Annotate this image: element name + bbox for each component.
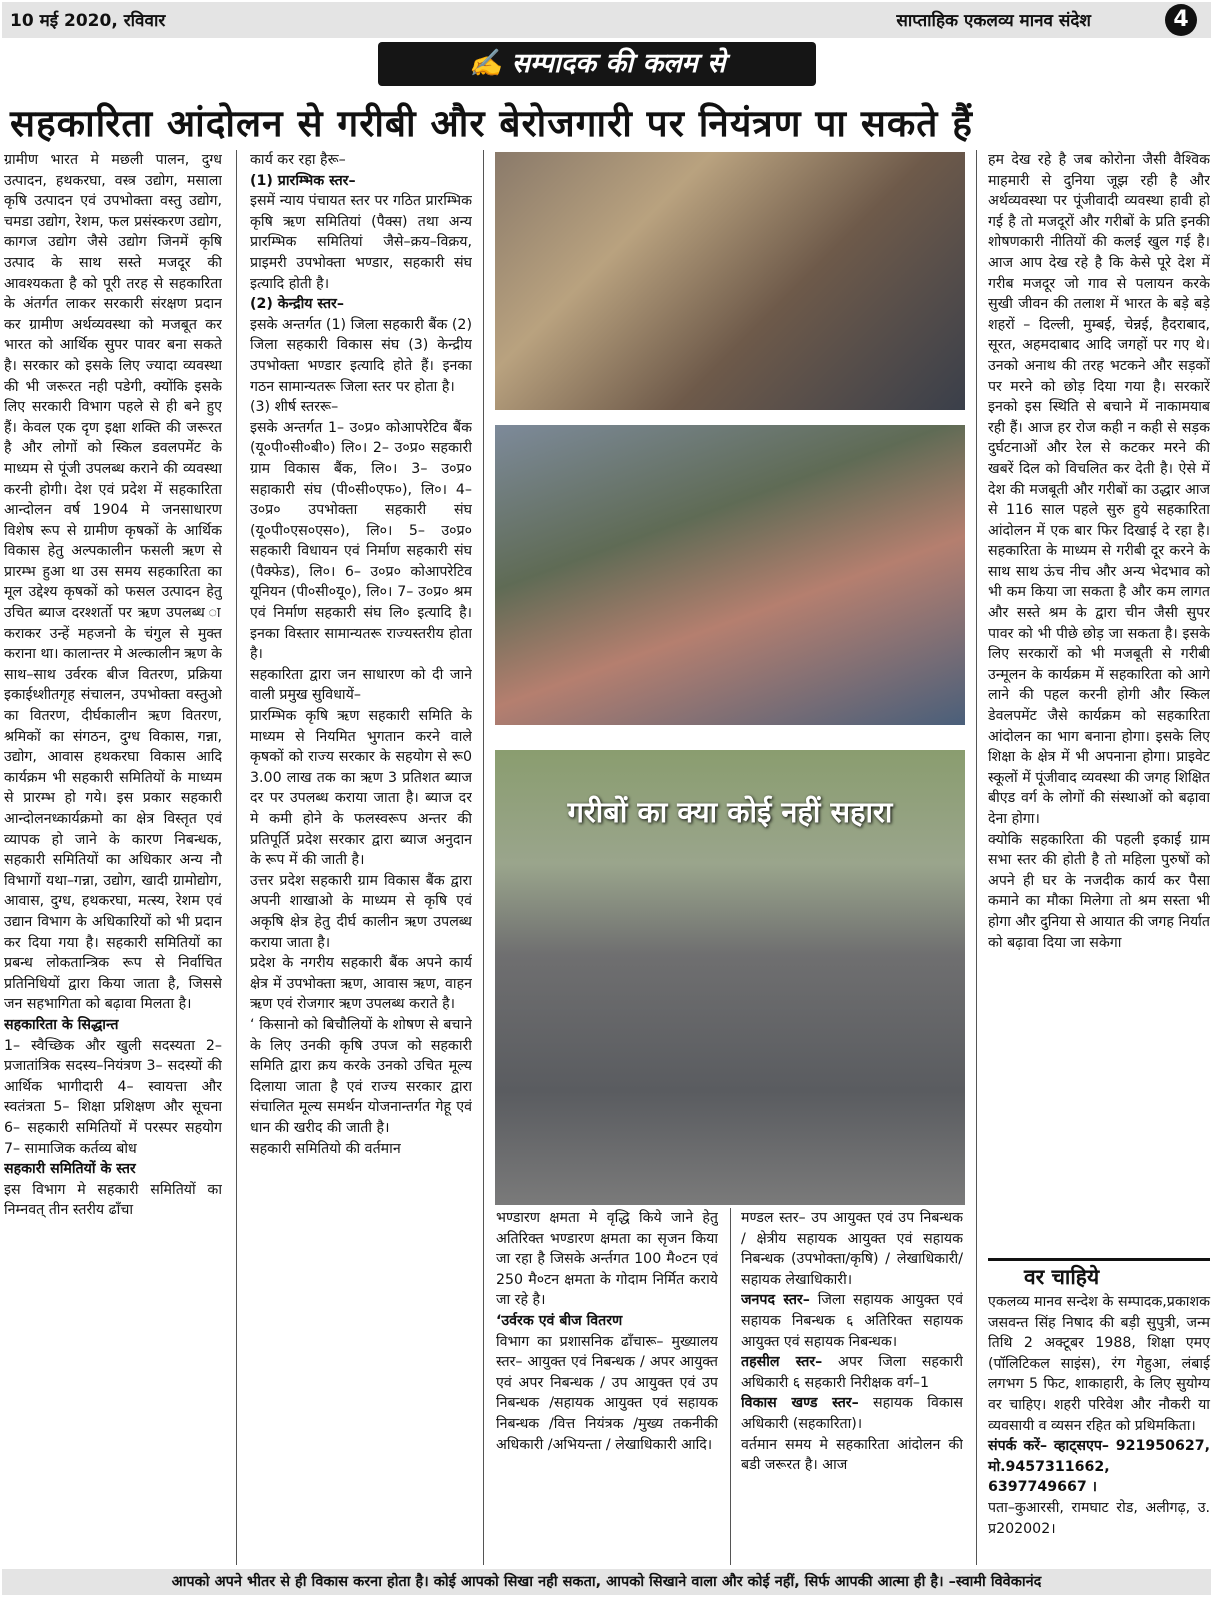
paragraph: इसके अन्तर्गत 1– उ०प्र० कोआपरेटिव बैंक (यू०पी०सी०बी०) लि०। 2– उ०प्र० सहकारी ग्राम विकास बैंक, लि०। 3– उ०प्र० सहाकारी संघ (पी०सी०एफ०), लि०। 4– उ०प्र० उपभोक्ता सहकारी संघ (यू०पी०एस०एस०), लि०। 5– उ०प्र० सहकारी विधायन एवं निर्माण सहकारी संघ (पैक्फेड), लि०। 6– उ०प्र० कोआपरेटिव यूनियन (पी०सी०यू०), लि०। 7– उ०प्र० श्रम एवं निर्माण सहकारी संघ लि० इत्यादि है। इनका विस्तार सामान्यतरू राज्यस्तरीय होता है। (250, 419, 472, 663)
classified-body: एकलव्य मानव सन्देश के सम्पादक,प्रकाशक जसवन्त सिंह निषाद की बड़ी सुपुत्री, जन्म तिथि 2 अक्टूबर 1988, शिक्षा एमए (पॉलिटिकल साइंस), रंग गेहुआ, लंबाई लगभग 5 फिट, शाकाहारी, के लिए सुयोग्य वर चाहिए। शहरी परिवेश और नौकरी या व्यवसायी व व्यसन रहित को प्रथिमकिता। (988, 1294, 1210, 1434)
paragraph: ‘ किसानो को बिचौलियों के शोषण से बचाने के लिए उनकी कृषि उपज को सहकारी समिति द्वारा क्रय करके उनको उचित मूल्य दिलाया जाता है एवं राज्य सरकार द्वारा संचालित मूल्य समर्थन योजनान्तर्गत गेहू एवं धान की खरीद की जाती है। (250, 1016, 472, 1136)
column-divider (483, 150, 484, 1565)
subheading-block-level: विकास खण्ड स्तर– (741, 1395, 859, 1412)
column-divider (730, 1208, 731, 1565)
paragraph: ग्रामीण भारत मे मछली पालन, दुग्ध उत्पादन, हथकरघा, वस्त्र उद्योग, मसाला कृषि उत्पादन एवं उपभोक्ता वस्तु उद्योग, चमडा उद्योग, रेशम, फल प्रसंस्करण उद्योग, कागज उद्योग जैसे उद्योग जिनमें कृषि उत्पाद के साथ सस्ते मजदूर की आवश्यकता है को पूरी तरह से सहकारिता के अंतर्गत लाकर सरकारी संरक्षण प्रदान कर ग्रामीण अर्थव्यवस्था को मजबूत कर भारत को आर्थिक सुपर पावर बना सकते है। सरकार को इसके लिए ज्यादा व्यवस्था की भी जरूरत नही पडेगी, क्योंकि इसके लिए सरकारी विभाग पहले से ही बने हुए हैं। केवल एक दृण इक्षा शक्ति की जरूरत है और लोगों को स्किल डवलपमेंट के माध्यम से पूंजी उपलब्ध कराने की व्यवस्था करनी होगी। देश एवं प्रदेश में सहकारिता आन्दोलन वर्ष 1904 मे जनसाधारण विशेष रूप से ग्रामीण कृषकों के आर्थिक विकास हेतु अल्पकालीन फसली ऋण से प्रारम्भ हुआ था उस समय सहकारिता का मूल उद्देश्य कृषकों को फसल उत्पादन हेतु उचित ब्याज दरश्शर्तो पर ऋण उपलब्ध ा कराकर उन्हें महजनो के चंगुल से मुक्त कराना था। कालान्तर मे अल्कालीन ऋण के साथ–साथ उर्वरक बीज वितरण, प्रक्रिया इकाईध्शीतगृह संचालन, उपभोक्ता वस्तुओ का वितरण, दीर्घकालीन ऋण वितरण, श्रमिकों का संगठन, दुग्ध विकास, गन्ना, उद्योग, आवास हथकरघा विकास आदि कार्यक्रम भी सहकारी समितियों के माध्यम से प्रारम्भ हो गये। इस प्रकार सहकारी आन्दोलनध्कार्यक्रमो का क्षेत्र विस्तृत एवं व्यापक हो जाने के कारण निबन्धक, सहकारी समितियों का अधिकार अन्य नौ विभागों यथा–गन्ना, उद्योग, खादी ग्रामोद्योग, आवास, दुग्ध, हथकरघा, मत्स्य, रेशम एवं उद्यान विभाग के अधिकारियों को भी प्रदान कर दिया गया है। सहकारी समितियों का प्रबन्ध लोकतान्त्रिक रूप से निर्वाचित प्रतिनिधियों द्वारा किया जाता है, जिससे जन सहभागिता को बढ़ावा मिलता है। (4, 152, 222, 1013)
paragraph: वर्तमान समय मे सहकारिता आंदोलन की बडी जरूरत है। आज (741, 1436, 963, 1474)
page-header (2, 2, 1211, 38)
issue-date: 10 मई 2020, रविवार (10, 11, 166, 31)
paragraph: प्रदेश के नगरीय सहकारी बैंक अपने कार्य क्षेत्र में उपभोक्ता ऋण, आवास ऋण, वाहन ऋण एवं रोजगार ऋण उपलब्ध कराते है। (250, 955, 472, 1013)
classified-address: पता–कुआरसी, रामघाट रोड, अलीगढ़, उ. प्र202002। (988, 1499, 1210, 1537)
subheading-district-level: जनपद स्तर– (741, 1292, 810, 1309)
photo-cart-on-road (495, 750, 965, 1205)
paragraph: विभाग का प्रशासनिक ढाँचारू– मुख्यालय स्तर– आयुक्त एवं निबन्धक / अपर आयुक्त एवं अपर निबन्धक / उप आयुक्त एवं उप निबन्धक /सहायक आयुक्त एवं सहायक निबन्धक /वित्त नियंत्रक /मुख्य तकनीकी अधिकारी /अभियन्ता / लेखाधिकारी आदि। (496, 1333, 718, 1453)
paragraph: इसमें न्याय पंचायत स्तर पर गठित प्रारम्भिक कृषि ऋण समितियां (पैक्स) तथा अन्य प्रारम्भिक समितियां जैसे–क्रय–विक्रय, प्राइमरी उपभोक्ता भण्डार, सहकारी संघ इत्यादि होती है। (250, 193, 472, 292)
footer-quote: आपको अपने भीतर से ही विकास करना होता है। कोई आपको सिखा नही सकता, आपको सिखाने वाला और कोई नहीं, सिर्फ आपकी आत्मा ही है। –स्वामी विवेकानंद (2, 1569, 1211, 1595)
article-column-5 (988, 150, 1210, 1245)
classified-contact: संपर्क करें– व्हाट्सएप– 921950627, मो.9457311662, 6397749667 । (988, 1438, 1210, 1496)
subheading-principles: सहकारिता के सिद्धान्त (4, 1016, 119, 1033)
article-column-3 (496, 1208, 718, 1565)
article-column-4 (741, 1208, 963, 1565)
principles-list: 1– स्वैच्छिक और खुली सदस्यता 2– प्रजातांत्रिक सदस्य–नियंत्रण 3– सदस्यों की आर्थिक भागीदारी 4– स्वायत्ता और स्वतंत्रता 5– शिक्षा प्रशिक्षण और सूचना 6– सहकारी समितियों में परस्पर सहयोग 7– सामाजिक कर्तव्य बोध (4, 1037, 222, 1157)
paragraph: हम देख रहे है जब कोरोना जैसी वैश्विक माहमारी से दुनिया जूझ रही है और अर्थव्यवस्था पर पूंजीवादी व्यवस्था हावी हो गई है तो मजदूरों और गरीबों के प्रति इनकी शोषणकारी नीतियों की कलई खुल गई है। आज आप देख रहे है कि केसे पूरे देश में गरीब मजदूर जो गाव से पलायन करके सुखी जीवन की तलाश में भारत के बड़े बड़े शहरों – दिल्ली, मुम्बई, चेन्नई, हैदराबाद, सूरत, अहमदाबाद आदि जगहों पर गए थे। उनको अनाथ की तरह भटकने और सड़कों पर मरने को छोड़ दिया गया है। सरकारें इनको इस स्थिति से बचाने में नाकामयाब रही हैं। आज हर रोज कही न कही से सड़क दुर्घटनाओं और रेल से कटकर मरने की खबरें दिल को विचलित कर देती है। ऐसे में देश की मजबूती और गरीबों का उद्धार आज से 116 साल पहले सुरु हुये सहकारिता आंदोलन में एक बार फिर दिखाई दे रहा है। सहकारिता के माध्यम से गरीबी दूर करने के साथ साथ ऊंच नीच और अन्य भेदभाव को भी कम किया जा सकता है और कम लागत और सस्ते श्रम के द्वारा चीन जैसी सुपर पावर को भी पीछे छोड़ जा सकता है। इसके लिए सरकारों को भी मजबूती से गरीबी उन्मूलन के कार्यक्रम में सहकारिता को आगे लाने की पहल करनी होगी और स्किल डेवलपमेंट जैसे कार्यक्रम को सहकारिता आंदोलन का भाग बनाना होगा। इसके लिए शिक्षा के क्षेत्र में भी अपनाना होगा। प्राइवेट स्कूलों में पूंजीवाद व्यवस्था की जगह शिक्षित बीएड वर्ग के लोगों की संस्थाओं को बढ़ावा देना होगा। (988, 152, 1210, 827)
paragraph: कार्य कर रहा हैरू– (250, 152, 346, 168)
paragraph: सहायक विकास अधिकारी (सहकारिता)। (741, 1395, 963, 1432)
photo-migrant-workers (495, 152, 965, 410)
subheading-tehsil-level: तहसील स्तर– (741, 1354, 823, 1371)
paragraph: उत्तर प्रदेश सहकारी ग्राम विकास बैंक द्वारा अपनी शाखाओ के माध्यम से कृषि एवं अकृषि क्षेत्र हेतु दीर्घ कालीन ऋण उपलब्ध कराया जाता है। (250, 872, 472, 951)
paragraph: मण्डल स्तर– उप आयुक्त एवं उप निबन्धक / क्षेत्रीय सहायक आयुक्त एवं सहायक निबन्धक (उपभोक्ता/कृषि) / लेखाधिकारी/ सहायक लेखाधिकारी। (741, 1210, 963, 1288)
article-column-1 (4, 150, 222, 1565)
paragraph: सहकारिता द्वारा जन साधारण को दी जाने वाली प्रमुख सुविधायें– (250, 666, 472, 704)
paragraph: सहकारी समितियो की वर्तमान (250, 1140, 401, 1157)
paragraph: प्रारम्भिक कृषि ऋण सहकारी समिति के माध्यम से नियमित भुगतान करने वाले कृषकों को राज्य सरकार के सहयोग से रू0 3.00 लाख तक का ऋण 3 प्रतिशत ब्याज दर पर उपलब्ध कराया जाता है। ब्याज दर मे कमी होने के फलस्वरूप अन्तर की प्रतिपूर्ति प्रदेश सरकार द्वारा ब्याज अनुदान के रूप में की जाती है। (250, 708, 472, 869)
paragraph: जिला सहायक आयुक्त एवं सहायक निबन्धक ६ अतिरिक्त सहायक आयुक्त एवं सहायक निबन्धक। (741, 1292, 963, 1350)
photo-workers-waiting (495, 425, 965, 725)
subheading-primary-level: (1) प्रारम्भिक स्तर– (250, 172, 356, 189)
classified-divider (988, 1258, 1210, 1261)
column-divider (976, 150, 977, 1565)
subheading-levels: सहकारी समितियों के स्तर (4, 1161, 136, 1178)
paragraph: क्योकि सहकारिता की पहली इकाई ग्राम सभा स्तर की होती है तो महिला पुरुषों को अपने ही घर के नजदीक कार्य कर पैसा कमाने का मौका मिलेगा तो श्रम सस्ता भी होगा और दुनिया से आयात की जगह निर्यात को बढ़ावा दिया जा सकेगा (988, 831, 1210, 951)
subheading-apex-level: (3) शीर्ष स्तररू– (250, 399, 339, 416)
column-divider (236, 150, 237, 1565)
paragraph: इस विभाग मे सहकारी समितियों का निम्नवत् तीन स्तरीय ढाँचा (4, 1181, 222, 1219)
subheading-fertilizer: ‘उर्वरक एवं बीज वितरण (496, 1312, 623, 1329)
subheading-central-level: (2) केन्द्रीय स्तर– (250, 296, 344, 313)
article-column-2 (250, 150, 472, 1565)
page-number: 4 (1165, 4, 1197, 36)
paragraph: अपर जिला सहकारी अधिकारी ६ सहकारी निरीक्षक वर्ग–1 (741, 1354, 963, 1391)
paragraph: इसके अन्तर्गत (1) जिला सहकारी बैंक (2) जिला सहकारी विकास संघ (3) केन्द्रीय उपभोक्ता भण्डार इत्यादि होते हैं। इनका गठन सामान्यतरू जिला स्तर पर होता है। (250, 316, 472, 395)
paragraph: भण्डारण क्षमता मे वृद्धि किये जाने हेतु अतिरिक्त भण्डारण क्षमता का सृजन किया जा रहा है जिसके अर्न्तगत 100 मै०टन एवं 250 मै०टन क्षमता के गोदाम निर्मित कराये जा रहे है। (496, 1210, 718, 1309)
photo-caption: गरीबों का क्या कोई नहीं सहारा (567, 795, 893, 829)
newspaper-name: साप्ताहिक एकलव्य मानव संदेश (896, 11, 1091, 31)
editorial-banner: ✍ सम्पादक की कलम से (378, 42, 816, 86)
article-headline: सहकारिता आंदोलन से गरीबी और बेरोजगारी पर नियंत्रण पा सकते हैं (10, 102, 973, 145)
classified-title: वर चाहिये (1024, 1265, 1100, 1289)
classified-ad (988, 1262, 1210, 1539)
